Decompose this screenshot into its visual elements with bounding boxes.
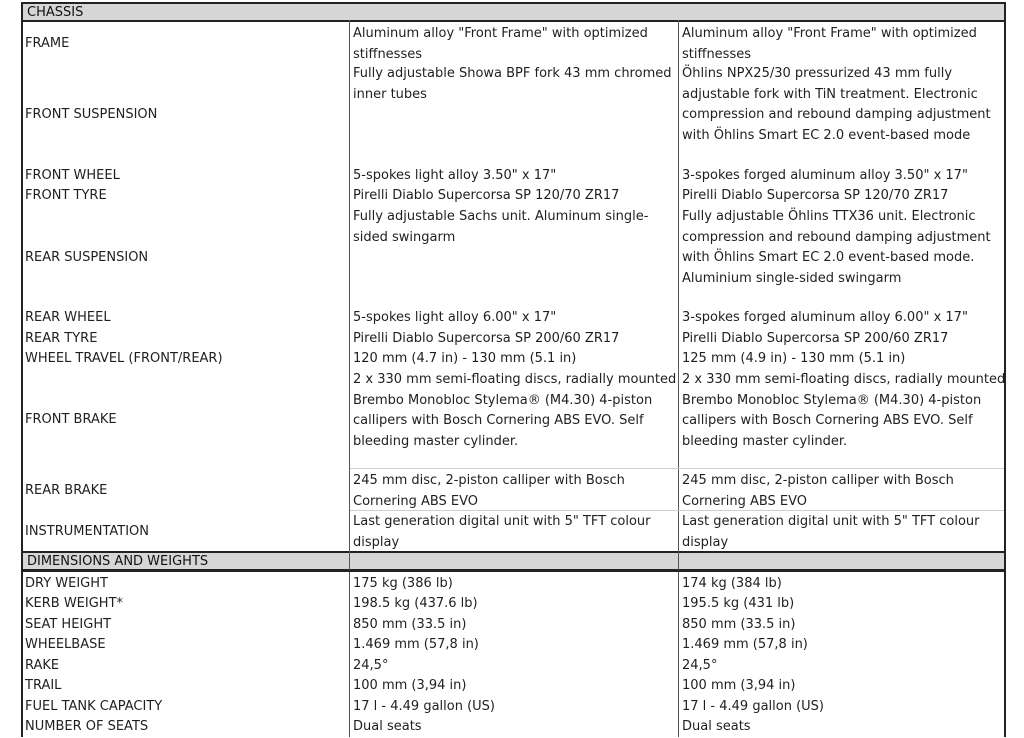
spec-label: DRY WEIGHT	[25, 576, 108, 591]
spec-value-standard: 120 mm (4.7 in) - 130 mm (5.1 in)	[353, 351, 577, 366]
spec-value-premium: 195.5 kg (431 lb)	[682, 596, 795, 611]
section-header-dimensions	[21, 551, 1006, 571]
spec-value-standard: 17 l - 4.49 gallon (US)	[353, 699, 495, 714]
spec-value-premium: 125 mm (4.9 in) - 130 mm (5.1 in)	[682, 351, 906, 366]
spec-label: INSTRUMENTATION	[25, 524, 150, 539]
spec-value-premium: 3-spokes forged aluminum alloy 3.50" x 17"	[682, 168, 968, 183]
table-border-left	[21, 20, 23, 737]
spec-value-standard: Last generation digital unit with 5" TFT colour display	[353, 514, 651, 550]
section-title: CHASSIS	[27, 5, 84, 20]
spec-value-standard: 2 x 330 mm semi-floating discs, radially mounted Brembo Monobloc Stylema® (M4.30) 4-piston callipers with Bosch Cornering ABS EVO. Self bleeding master cylinder.	[353, 372, 677, 449]
spec-value-premium: Last generation digital unit with 5" TFT colour display	[682, 514, 980, 550]
spec-value-premium: Aluminum alloy "Front Frame" with optimized stiffnesses	[682, 26, 977, 62]
spec-value-premium: 850 mm (33.5 in)	[682, 617, 796, 632]
spec-value-standard: 850 mm (33.5 in)	[353, 617, 467, 632]
spec-value-premium: Pirelli Diablo Supercorsa SP 200/60 ZR17	[682, 331, 949, 346]
spec-value-standard: Fully adjustable Showa BPF fork 43 mm chromed inner tubes	[353, 66, 672, 102]
spec-value-standard: Pirelli Diablo Supercorsa SP 200/60 ZR17	[353, 331, 620, 346]
row-divider	[350, 468, 1004, 469]
spec-value-standard: Dual seats	[353, 719, 422, 734]
spec-label: RAKE	[25, 658, 60, 673]
spec-label: WHEELBASE	[25, 637, 106, 652]
spec-label: FUEL TANK CAPACITY	[25, 699, 163, 714]
spec-label: FRONT WHEEL	[25, 168, 120, 183]
spec-value-premium: Dual seats	[682, 719, 751, 734]
spec-label: REAR BRAKE	[25, 483, 108, 498]
spec-value-premium: 1.469 mm (57,8 in)	[682, 637, 808, 652]
spec-value-premium: 3-spokes forged aluminum alloy 6.00" x 17"	[682, 310, 968, 325]
spec-label: SEAT HEIGHT	[25, 617, 112, 632]
spec-value-standard: Fully adjustable Sachs unit. Aluminum single- sided swingarm	[353, 209, 649, 245]
spec-value-standard: 198.5 kg (437.6 lb)	[353, 596, 478, 611]
spec-label: FRONT SUSPENSION	[25, 107, 158, 122]
spec-value-standard: 24,5°	[353, 658, 389, 673]
spec-value-standard: 100 mm (3,94 in)	[353, 678, 467, 693]
spec-value-premium: 2 x 330 mm semi-floating discs, radially mounted Brembo Monobloc Stylema® (M4.30) 4-piston callipers with Bosch Cornering ABS EVO. Self bleeding master cylinder.	[682, 372, 1006, 449]
column-divider	[678, 20, 679, 737]
spec-value-premium: Öhlins NPX25/30 pressurized 43 mm fully adjustable fork with TiN treatment. Electronic compression and rebound damping adjustment with Öhlins Smart EC 2.0 event-based mode	[682, 66, 991, 143]
spec-value-standard: 175 kg (386 lb)	[353, 576, 453, 591]
spec-value-standard: Aluminum alloy "Front Frame" with optimized stiffnesses	[353, 26, 648, 62]
spec-label: TRAIL	[25, 678, 62, 693]
section-header-chassis	[21, 2, 1006, 22]
spec-value-premium: 245 mm disc, 2-piston calliper with Bosch Cornering ABS EVO	[682, 473, 954, 509]
spec-value-premium: 17 l - 4.49 gallon (US)	[682, 699, 824, 714]
section-divider	[21, 570, 1006, 572]
spec-value-standard: 1.469 mm (57,8 in)	[353, 637, 479, 652]
spec-value-standard: 245 mm disc, 2-piston calliper with Bosch Cornering ABS EVO	[353, 473, 625, 509]
spec-label: NUMBER OF SEATS	[25, 719, 149, 734]
spec-value-standard: 5-spokes light alloy 6.00" x 17"	[353, 310, 557, 325]
spec-label: FRONT TYRE	[25, 188, 107, 203]
spec-value-premium: Pirelli Diablo Supercorsa SP 120/70 ZR17	[682, 188, 949, 203]
column-divider	[349, 20, 350, 737]
spec-value-premium: 24,5°	[682, 658, 718, 673]
spec-label: REAR WHEEL	[25, 310, 111, 325]
spec-label: REAR SUSPENSION	[25, 250, 149, 265]
spec-label: REAR TYRE	[25, 331, 98, 346]
spec-label: FRAME	[25, 36, 70, 51]
spec-value-premium: 174 kg (384 lb)	[682, 576, 782, 591]
spec-value-premium: 100 mm (3,94 in)	[682, 678, 796, 693]
spec-value-premium: Fully adjustable Öhlins TTX36 unit. Electronic compression and rebound damping adjustment with Öhlins Smart EC 2.0 event-based mode. Aluminium single-sided swingarm	[682, 209, 991, 286]
spec-value-standard: Pirelli Diablo Supercorsa SP 120/70 ZR17	[353, 188, 620, 203]
spec-label: WHEEL TRAVEL (FRONT/REAR)	[25, 351, 223, 366]
spec-value-standard: 5-spokes light alloy 3.50" x 17"	[353, 168, 557, 183]
section-title: DIMENSIONS AND WEIGHTS	[27, 554, 209, 569]
spec-label: FRONT BRAKE	[25, 412, 117, 427]
spec-label: KERB WEIGHT*	[25, 596, 124, 611]
